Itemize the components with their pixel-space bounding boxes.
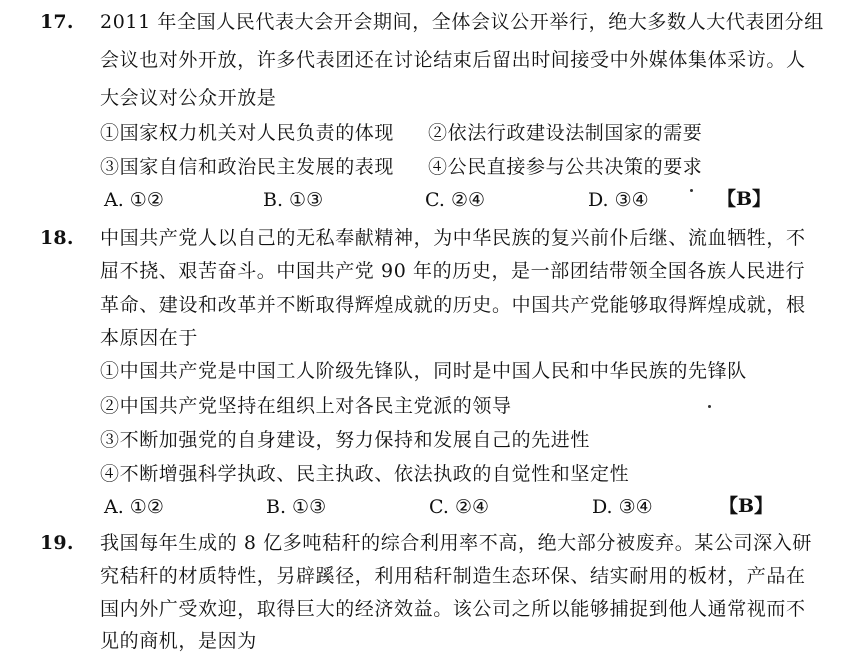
question-17-choice-d: D. ③④ (588, 189, 649, 211)
question-19-stem-line-1: 我国每年生成的 8 亿多吨秸秆的综合利用率不高，绝大部分被废弃。某公司深入研 (100, 532, 812, 554)
question-17-choice-c: C. ②④ (425, 189, 486, 211)
question-17-stem-line-2: 会议也对外开放，许多代表团还在讨论结束后留出时间接受中外媒体集体采访。人 (100, 49, 806, 71)
question-18-option-3: ③不断加强党的自身建设，努力保持和发展自己的先进性 (100, 429, 591, 451)
question-18-stem-line-4: 本原因在于 (100, 327, 199, 349)
scan-speck (690, 189, 693, 192)
question-17-option-4: ④公民直接参与公共决策的要求 (428, 156, 703, 178)
question-17-choice-a: A. ①② (104, 189, 164, 211)
question-17-choice-b: B. ①③ (263, 189, 324, 211)
scan-speck (708, 405, 711, 408)
question-18-choice-a: A. ①② (104, 496, 164, 518)
question-18-stem-line-2: 屈不挠、艰苦奋斗。中国共产党 90 年的历史，是一部团结带领全国各族人民进行 (100, 260, 806, 282)
question-17-option-2: ②依法行政建设法制国家的需要 (428, 122, 703, 144)
question-18-option-1: ①中国共产党是中国工人阶级先锋队，同时是中国人民和中华民族的先锋队 (100, 360, 747, 382)
question-19-stem-line-4: 见的商机，是因为 (100, 630, 257, 652)
question-18-choice-d: D. ③④ (592, 496, 653, 518)
question-19-stem-line-2: 究秸秆的材质特性，另辟蹊径，利用秸秆制造生态环保、结实耐用的板材，产品在 (100, 565, 806, 587)
question-17-answer: 【B】 (717, 188, 772, 210)
question-18-answer: 【B】 (719, 495, 774, 517)
question-18-number: 18. (40, 227, 74, 249)
question-18-stem-line-3: 革命、建设和改革并不断取得辉煌成就的历史。中国共产党能够取得辉煌成就，根 (100, 294, 806, 316)
question-18-option-2: ②中国共产党坚持在组织上对各民主党派的领导 (100, 395, 512, 417)
question-17-stem-line-3: 大会议对公众开放是 (100, 87, 277, 109)
question-18-choice-c: C. ②④ (429, 496, 490, 518)
question-19-stem-line-3: 国内外广受欢迎，取得巨大的经济效益。该公司之所以能够捕捉到他人通常视而不 (100, 598, 806, 620)
question-17-option-1: ①国家权力机关对人民负责的体现 (100, 122, 395, 144)
question-18-option-4: ④不断增强科学执政、民主执政、依法执政的自觉性和坚定性 (100, 463, 630, 485)
question-18-stem-line-1: 中国共产党人以自己的无私奉献精神，为中华民族的复兴前仆后继、流血牺牲，不 (100, 227, 806, 249)
question-17-stem-line-1: 2011 年全国人民代表大会开会期间，全体会议公开举行，绝大多数人大代表团分组 (100, 11, 824, 33)
question-19-number: 19. (40, 532, 74, 554)
question-18-choice-b: B. ①③ (266, 496, 327, 518)
question-17-option-3: ③国家自信和政治民主发展的表现 (100, 156, 395, 178)
question-17-number: 17. (40, 11, 74, 33)
